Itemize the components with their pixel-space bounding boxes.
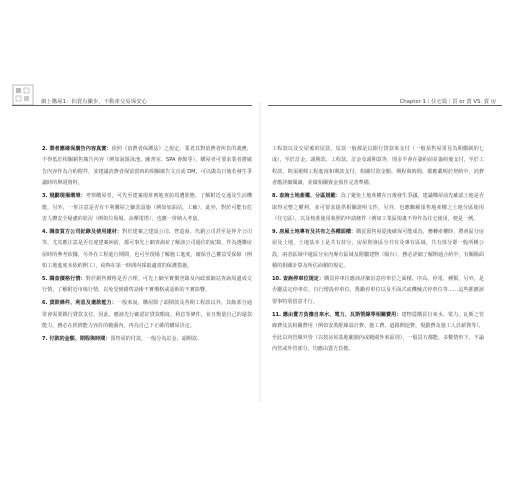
paragraph xyxy=(42,227,252,273)
paragraph-heading: 2. 業者應確保廣告內容真實： xyxy=(42,146,112,152)
paragraph-body: 一般來說，購屋除了頭期款及各期工程款以外，其餘部分通常會需要銀行貸款支付，因此，應該先行確認好貸款額度、利息等條件，並且衡量自己的還款能力，務必在經濟能力容許的範圍內，再為自己下正確的購屋決定。 xyxy=(42,300,252,330)
publisher-logo-icon xyxy=(12,84,34,106)
paragraph xyxy=(42,298,252,332)
paragraph-body: 為了避免土地產權在日後發生爭議，建議購屋前先確認土地是否取得完整之權利，並可要求提供相關證明文件，另外，也應瞭解預售地產權之土地分區使用（住宅區），以及核准使用執照的申請條件（例如工業區規畫不得作為住宅使用，便是一例。 xyxy=(272,193,484,222)
page-gutter xyxy=(258,102,262,402)
paragraph-body: 對於銷售價格是否合理，可先上網至實價登錄及內政部網站查詢周邊成交行情，了解附近市場行情，以免受到銷售話術不實價格或話術的不實影響。 xyxy=(42,275,252,294)
left-page xyxy=(42,144,252,347)
paragraph-heading: 6. 貸款條件、利息及還款能力： xyxy=(42,300,117,307)
running-header-right: Chapter 1｜住宅篇｜買 or 賣 VS. 賣 房 xyxy=(399,99,496,105)
paragraph-body: 購買預售屋從後確保可能成為，務轉產權時，將會區分房屋及土地，土地基本上是共有持分，房屋則會區分共有及專有區域，共有部分即一般所稱公設，兩者區域中還區分室內專有區域及附屬建物（陽台），務必詳細了解開通合約中，有關陽面積的相關計算及所佔面積的規定。 xyxy=(272,228,484,270)
paragraph xyxy=(42,144,252,190)
paragraph-heading: 8. 查詢土地產權、分區規範： xyxy=(272,193,341,200)
paragraph-body: 依照《消費者保護法》之規定，業者其對消費者所負的義務，不得低於相關銷售廣告內容（例如說游泳池、圖書室、SPA 會館等），購屋者可要求業者將廣告內容作為合約附件，並建議消費者保留當時的相關廣告文宣或 DM，可以做為日後若發生爭議時的舉證資料。 xyxy=(42,146,252,187)
right-page xyxy=(272,144,484,357)
paragraph-body: 購買停車位應該詳細註意停車位之面積、序高、停電、種類，另外，是否屬法定停車位，自行增設停車位、獎勵停車位以及平面式或機械式停車位等……這些都應該要事特別留意才行。 xyxy=(272,275,484,305)
paragraph-heading: 9. 房屋土地專有及共有之各種面積： xyxy=(272,228,357,235)
paragraph xyxy=(42,334,252,345)
paragraph xyxy=(42,274,252,297)
paragraph-body: 預售屋的付款，一般分為訂金、頭期款、 xyxy=(110,336,203,342)
paragraph-heading: 10. 查詢停車位規定： xyxy=(272,275,325,282)
paragraph xyxy=(272,227,484,273)
paragraph-heading: 7. 付款的金額、期程與時間： xyxy=(42,336,111,342)
book-spread xyxy=(12,84,508,404)
paragraph xyxy=(272,310,484,356)
paragraph-heading: 11. 應由賣方負擔自來水、電力、瓦斯管線等相關費用： xyxy=(272,311,402,318)
paragraph-body: 對於建案之建設公司、營造商、代銷公司甚至是仲介公司等，尤其應注意是否有違建案糾紛，都可事先上網查詢並了解該公司過往的紀錄，作為選購房屋時的參考依據，另外在工程進行期間，也可至現場了解施工進度，確保自己權益受保障（例如工地進度未依約開工），給夠在第一時間內採取適當的保護措施。 xyxy=(42,228,252,270)
running-header-left: 網上購屋1：拍賣有撇步，不動產交易保安心 xyxy=(41,99,148,105)
paragraph xyxy=(272,191,484,225)
paragraph xyxy=(42,191,252,225)
paragraph-body: 工程款以及交屋後的尾款，尾款一般都是以銀行貸款來支付（一般預售屋常見為期繳制的七成），至於訂金、頭期款、工程款，訂金及頭期款等，則多半會在簽約前並簽約後支付，至於工程款，則須視興工程進度和期款支付，相關付款金額、期程與時間，都應載明於契約中，消費者應詳細閱讀，並做相關資金預作完善準備。 xyxy=(272,146,484,187)
paragraph-body: 考察購屋者，可先至建案現址實地查訪周遭狀態，了解附近交通及生活機能，另外，一併注意是否有不利購屋之嫌惡設施（例如加油站、工廠），此外，對於可能有危害人體安全疑慮的狀況（例如垃圾場、高壓電塔），也應一併納入考量。 xyxy=(42,193,252,222)
paragraph-body: 建物從購買自來水、電力、瓦斯之管線費及其相關費用（例如安裝配線設計費、施工費、道路開挖費、規劃費及施工人員薪資等），至此以內管線外皆（以按房屋基地範圍內或範圍外來區別），一般買方都能，多數情形下，不論內管或外管部分，均應由賣方負擔。 xyxy=(272,311,484,352)
header-rule-right xyxy=(268,105,502,106)
paragraph-heading: 3. 規劃現場環境： xyxy=(42,193,86,200)
paragraph-heading: 4. 調查買方公司紀錄及使用建材： xyxy=(42,228,123,235)
paragraph xyxy=(272,274,484,308)
header-rule-left xyxy=(12,105,252,106)
paragraph xyxy=(272,144,484,190)
paragraph-heading: 5. 調查價格行情： xyxy=(42,275,86,282)
